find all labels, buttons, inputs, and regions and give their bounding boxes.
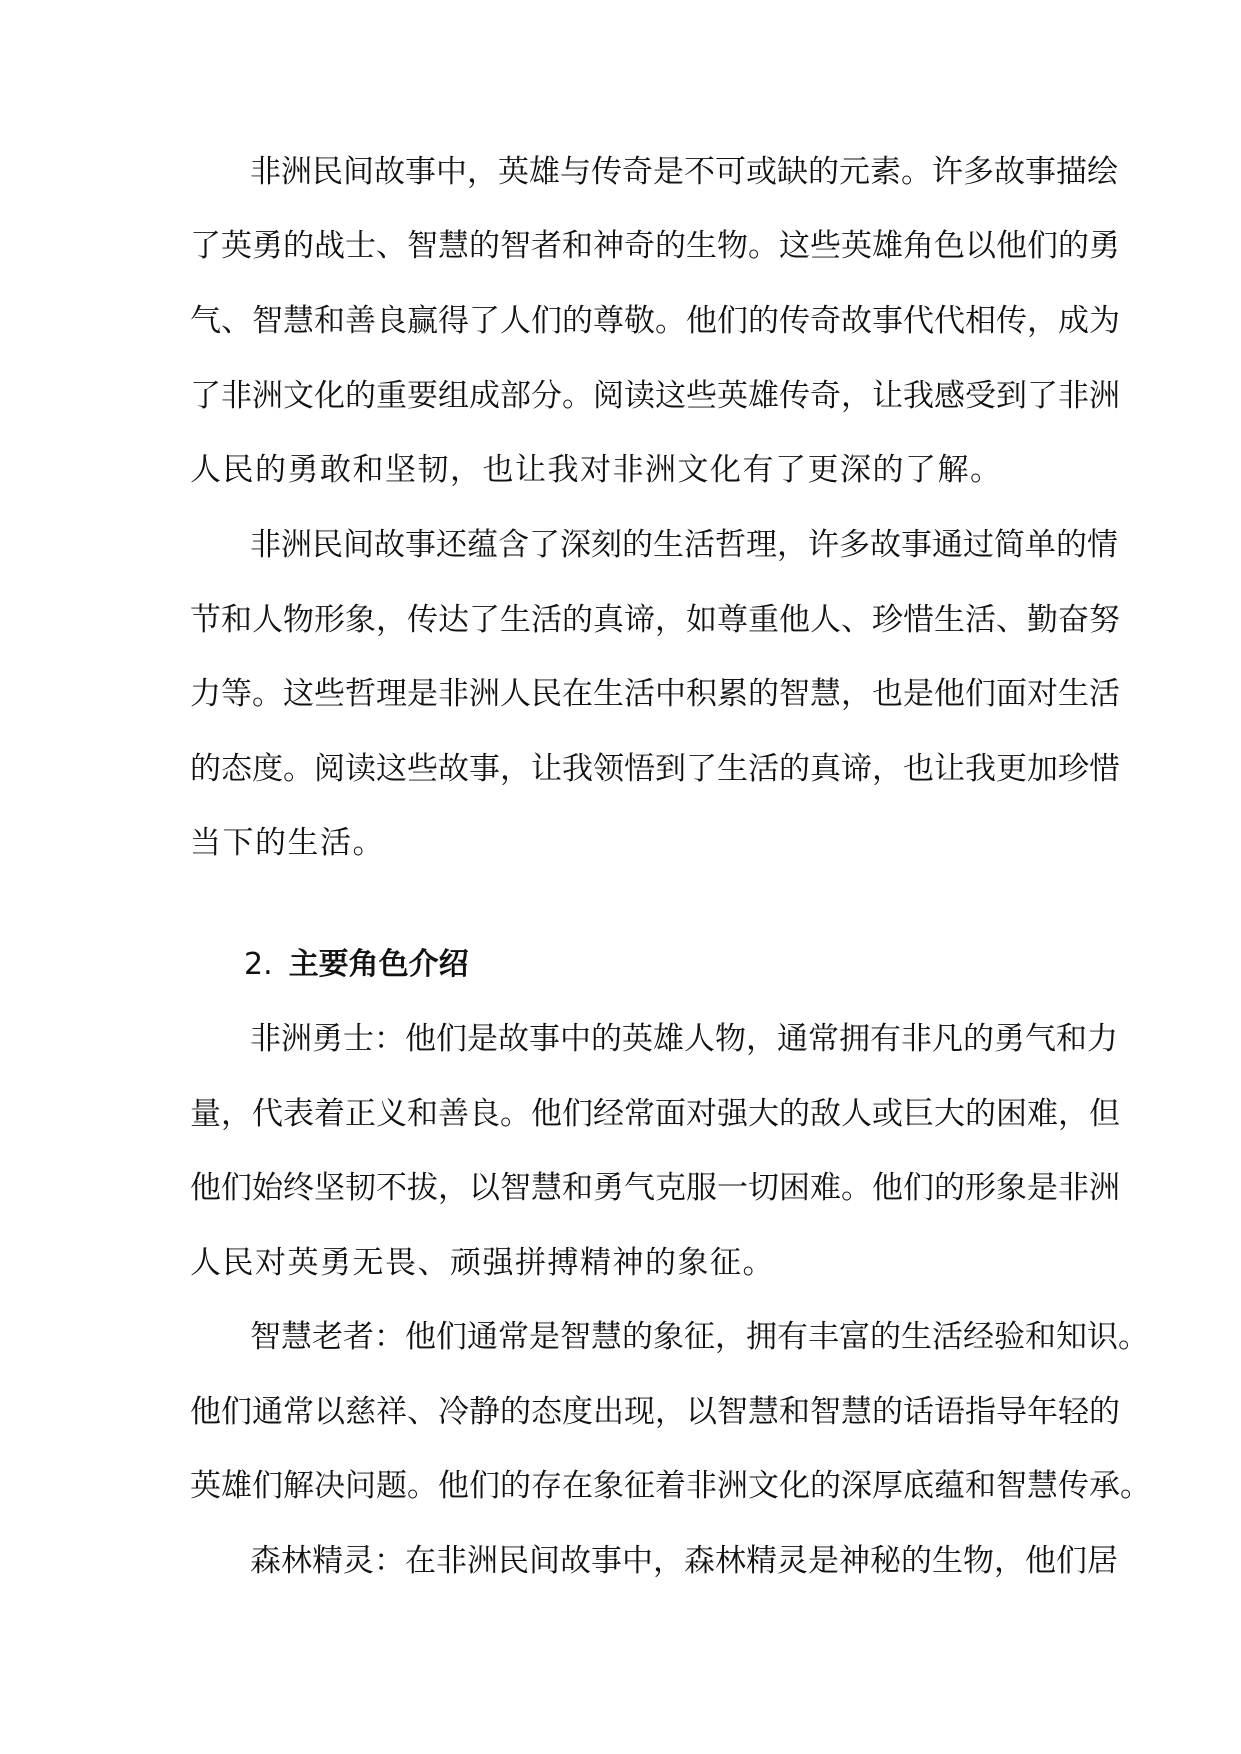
section-number: 2.: [244, 947, 273, 982]
text-line: 节和人物形象，传达了生活的真谛，如尊重他人、珍惜生活、勤奋努: [190, 602, 1120, 638]
text-line: 了非洲文化的重要组成部分。阅读这些英雄传奇，让我感受到了非洲: [190, 378, 1120, 414]
text-line: 非洲民间故事还蕴含了深刻的生活哲理，许多故事通过简单的情: [250, 527, 1118, 563]
text-line: 的态度。阅读这些故事，让我领悟到了生活的真谛，也让我更加珍惜: [190, 751, 1120, 787]
text-line: 森林精灵：在非洲民间故事中，森林精灵是神秘的生物，他们居: [250, 1543, 1118, 1579]
section-title: 主要角色介绍: [288, 947, 469, 982]
text-line: 非洲勇士：他们是故事中的英雄人物，通常拥有非凡的勇气和力: [250, 1021, 1118, 1057]
text-line: 英雄们解决问题。他们的存在象征着非洲文化的深厚底蕴和智慧传承。: [190, 1468, 1151, 1504]
text-line: 他们始终坚韧不拔，以智慧和勇气克服一切困难。他们的形象是非洲: [190, 1170, 1120, 1206]
text-line: 他们通常以慈祥、冷静的态度出现，以智慧和智慧的话语指导年轻的: [190, 1394, 1120, 1430]
section-heading: [244, 945, 469, 985]
text-line: 当下的生活。: [190, 825, 385, 861]
text-line: 气、智慧和善良赢得了人们的尊敬。他们的传奇故事代代相传，成为: [190, 303, 1120, 339]
text-line: 力等。这些哲理是非洲人民在生活中积累的智慧，也是他们面对生活: [190, 676, 1120, 712]
text-line: 非洲民间故事中，英雄与传奇是不可或缺的元素。许多故事描绘: [250, 154, 1118, 190]
text-line: 人民的勇敢和坚韧，也让我对非洲文化有了更深的了解。: [190, 452, 1003, 488]
text-line: 智慧老者：他们通常是智慧的象征，拥有丰富的生活经验和知识。: [250, 1319, 1149, 1355]
text-line: 量，代表着正义和善良。他们经常面对强大的敌人或巨大的困难，但: [190, 1096, 1120, 1132]
text-line: 了英勇的战士、智慧的智者和神奇的生物。这些英雄角色以他们的勇: [190, 228, 1120, 264]
text-line: 人民对英勇无畏、顽强拼搏精神的象征。: [190, 1245, 775, 1281]
